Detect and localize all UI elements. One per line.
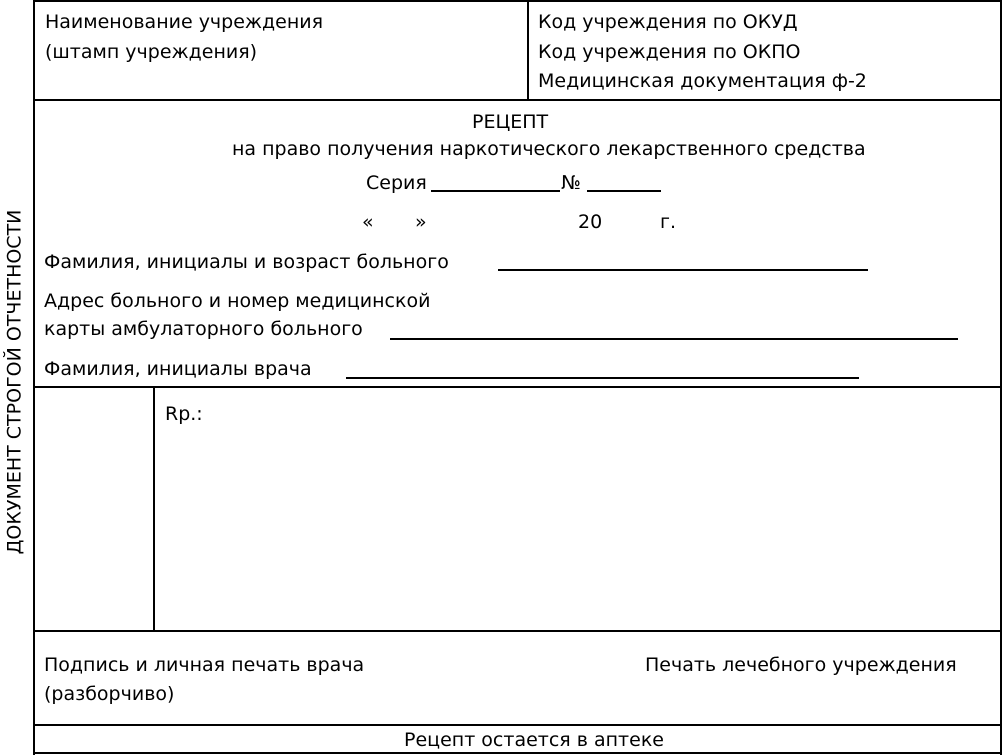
institution-name-label: Наименование учреждения [45,11,324,33]
rx-label: Rp.: [165,403,203,425]
header-divider-vertical [527,0,529,101]
rx-text-area[interactable] [156,388,999,630]
frame-bottom-border [33,752,1002,754]
side-label-text: ДОКУМЕНТ СТРОГОЙ ОТЧЕТНОСТИ [3,209,26,555]
prescription-subtitle: на право получения наркотического лекарственного средства [232,138,866,160]
rx-left-column-divider [153,386,155,632]
pharmacy-note: Рецепт остается в аптеке [404,729,664,751]
patient-blank[interactable] [498,269,868,271]
date-close-quote: » [415,211,427,233]
okpo-code-label: Код учреждения по ОКПО [538,41,801,63]
doctor-label: Фамилия, инициалы врача [44,358,312,380]
address-blank[interactable] [390,338,958,340]
signature-bottom-border [33,724,1002,726]
series-blank[interactable] [431,190,560,192]
series-label: Серия [366,172,427,194]
frame-top-border [33,0,1002,2]
date-open-quote: « [362,211,374,233]
okud-code-label: Код учреждения по ОКУД [538,11,798,33]
prescription-title: РЕЦЕПТ [472,111,549,133]
doctor-blank[interactable] [346,377,859,379]
side-label [1,209,26,555]
form-number-label: Медицинская документация ф-2 [538,70,867,92]
address-label-line1: Адрес больного и номер медицинской [44,290,431,312]
frame-right-border [1000,0,1002,755]
institution-stamp-label: (штамп учреждения) [45,41,258,63]
address-label-line2: карты амбулаторного больного [44,318,363,340]
header-bottom-border [33,99,1002,101]
number-blank[interactable] [587,190,661,192]
frame-left-border [33,0,35,755]
institution-seal-label: Печать лечебного учреждения [645,654,957,676]
signature-label: Подпись и личная печать врача [44,654,365,676]
patient-label: Фамилия, инициалы и возраст больного [44,251,449,273]
number-label: № [561,172,581,194]
rx-left-column [35,388,153,630]
rx-bottom-border [33,630,1002,632]
year-suffix: г. [660,211,677,233]
signature-note: (разборчиво) [44,683,175,705]
year-prefix: 20 [578,211,603,233]
